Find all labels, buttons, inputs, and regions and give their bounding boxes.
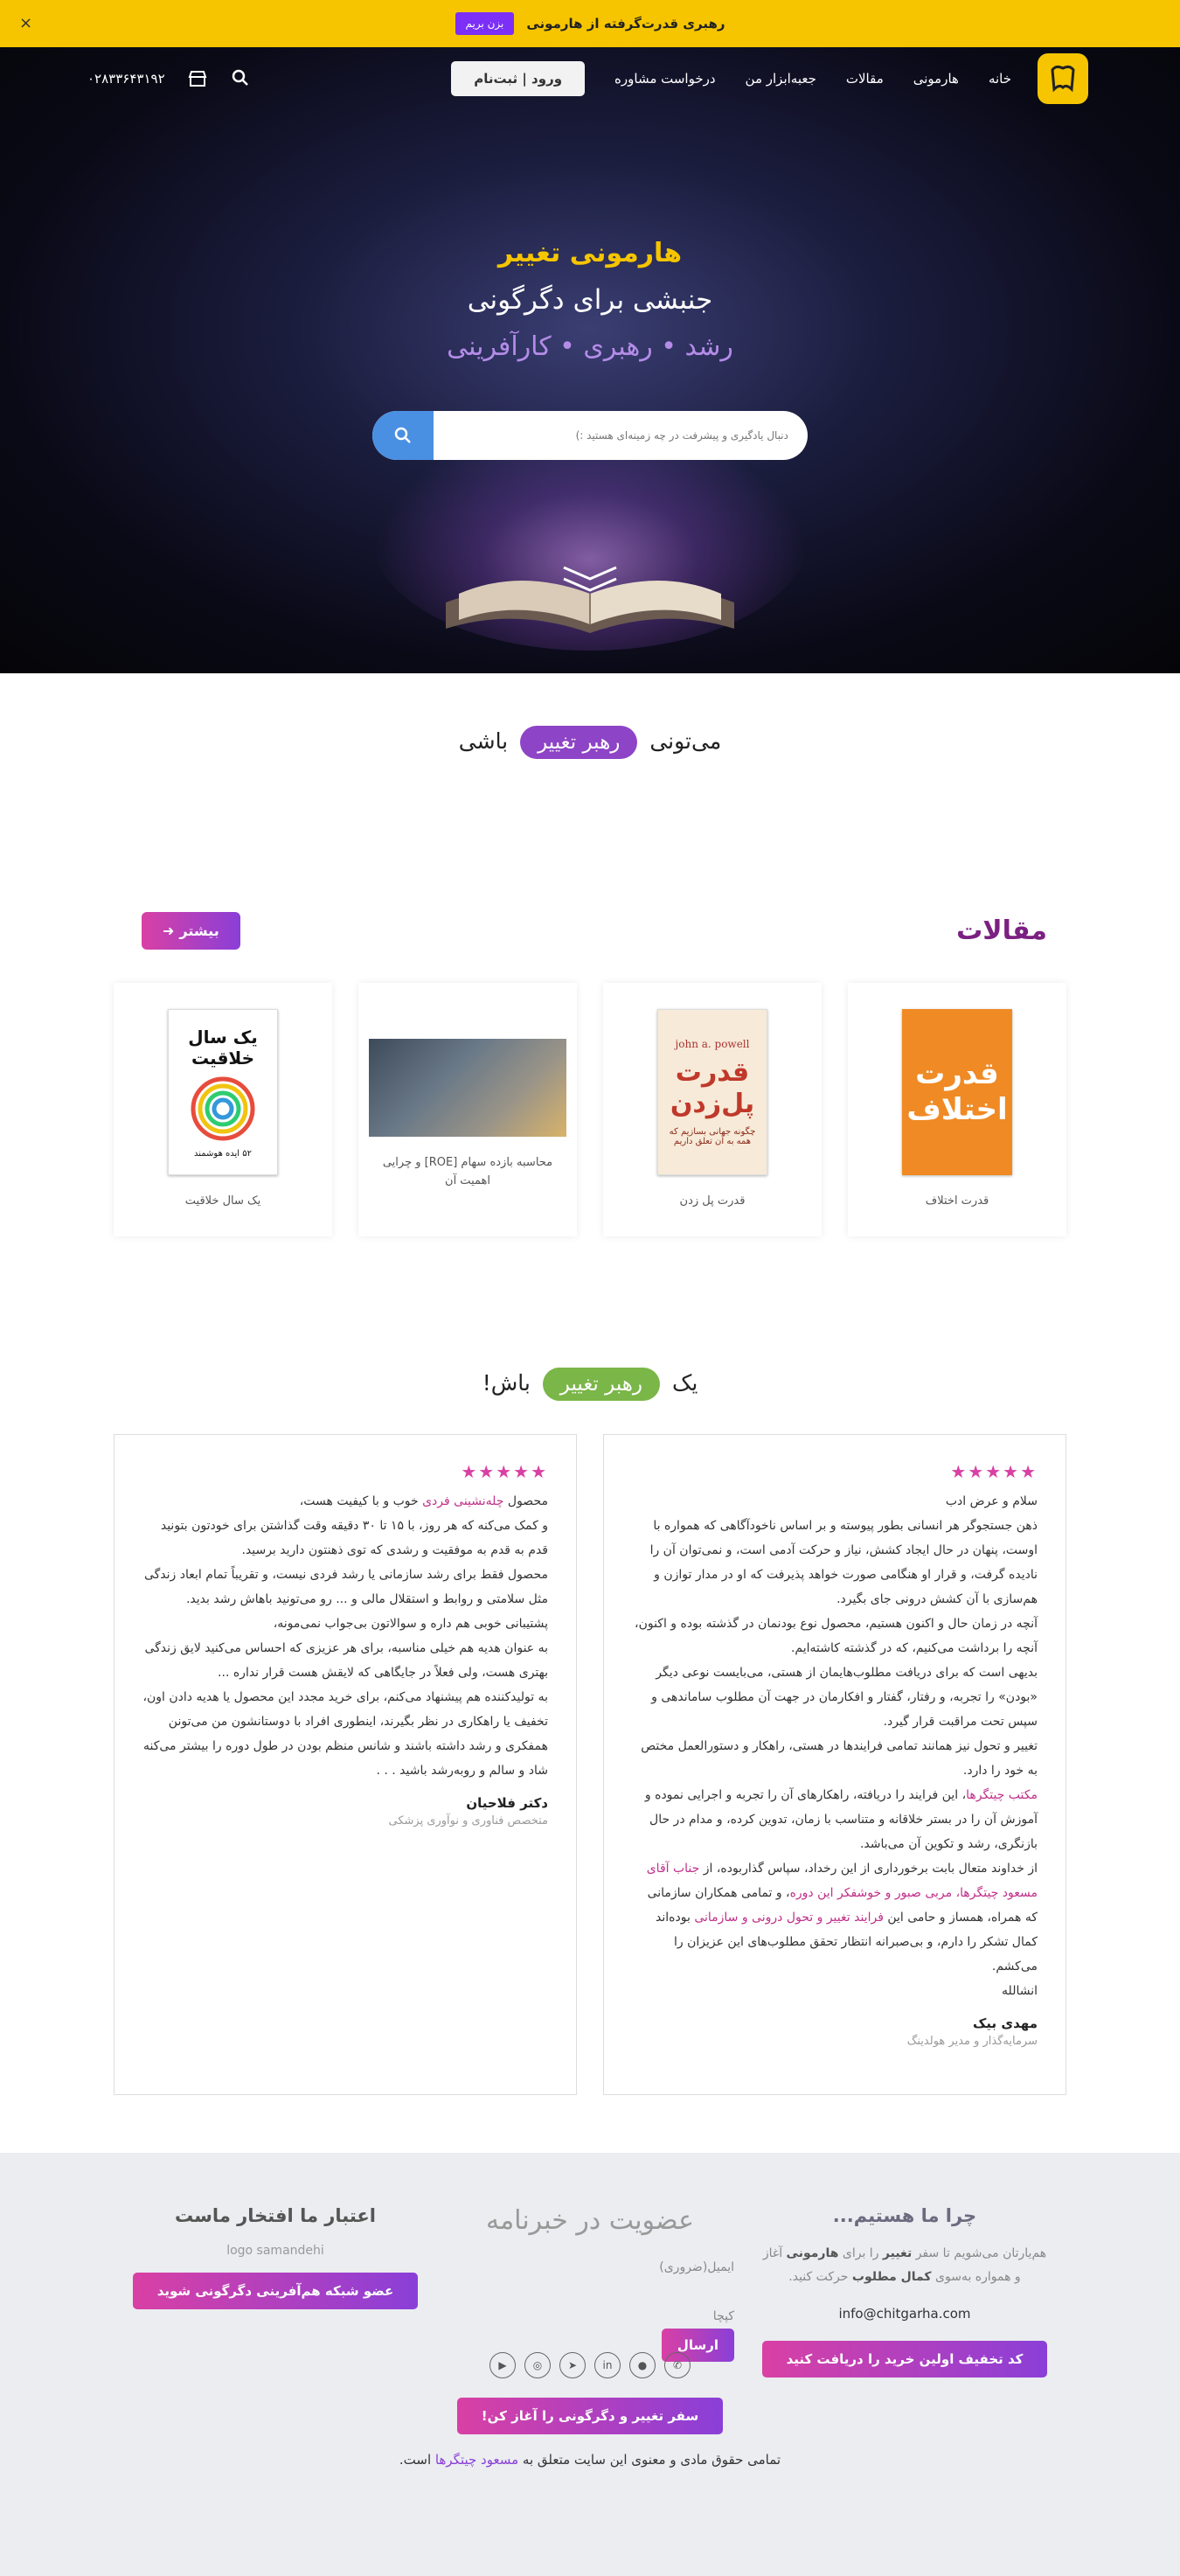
testimonials — [0, 1434, 1180, 2095]
testimonial-paragraph: ذهن جستجوگر هر انسانی بطور پیوسته و بر اساس ناخودآگاهی که همواره با اوست، پنهان در حال ایجاد کشش، نیاز و حرکت آدمی است، و نمی‌توان آن را نادیده گرفت، و قرار او هنگامی صورت خواهد پذیرفت که او در مدار توازن و هم‌سازی با آن کشش درونی جای بگیرد. — [649, 1519, 1038, 1606]
nav-item-harmony[interactable]: هارمونی — [913, 71, 959, 87]
why-us-title: چرا ما هستیم... — [832, 2205, 977, 2226]
cover-subtitle: ۵۲ ایده هوشمند — [193, 1148, 253, 1159]
testimonial-card — [603, 1434, 1066, 2095]
join-network-button[interactable]: عضو شبکه هم‌آفرینی دگرگونی شوید — [133, 2273, 419, 2309]
testimonial-card — [114, 1434, 577, 2095]
text-span: حرکت کنید. — [788, 2269, 849, 2284]
testimonial-paragraph: و کمک می‌کنه که هر روز، با ۱۵ تا ۳۰ دقیقه وقت گذاشتن برای خودتون بتونید قدم به قدم به موفقیت و رشدی که توی ذهنتون دارید برسید. — [160, 1519, 548, 1557]
hero-subtitle: جنبشی برای دگرگونی — [467, 284, 713, 316]
tagline-pill: رهبر تغییر — [543, 1368, 660, 1401]
nav-item-toolbox[interactable]: جعبه‌ابزار من — [745, 71, 816, 87]
text-span: است. — [399, 2452, 432, 2468]
author-role: متخصص فناوری و نوآوری پزشکی — [388, 1814, 548, 1828]
more-articles-button[interactable] — [142, 912, 240, 950]
login-button[interactable]: ورود | ثبت‌نام — [451, 61, 585, 96]
trust-title: اعتبار ما افتخار ماست — [175, 2205, 376, 2226]
main-nav — [0, 47, 1180, 110]
testimonial-paragraph: بدیهی است که برای دریافت مطلوب‌هایمان از هستی، می‌بایست نوعی دیگر «بودن» را تجربه، و رفتار، گفتار و افکارمان در جهت آن مطلوب ساماندهی و سپس تحت مراقبت قرار گیرد. — [651, 1666, 1038, 1729]
author-role: سرمایه‌گذار و مدیر هولدینگ — [906, 2035, 1038, 2048]
testimonial-paragraph: به عنوان هدیه هم خیلی مناسبه، برای هر عزیزی که احساس می‌کنید لایق زندگی بهتری هست، ولی فعلاً در جایگاهی که لایقش هست قرار نداره ... — [144, 1641, 548, 1680]
contact-email[interactable]: info@chitgarha.com — [838, 2306, 971, 2322]
tagline-pill: رهبر تغییر — [520, 726, 637, 759]
article-title[interactable]: محاسبه بازده سهام [ROE] و چرایی اهمیت آن — [382, 1156, 553, 1187]
aparat-icon[interactable]: ● — [629, 2352, 656, 2378]
social-links — [0, 2352, 1180, 2378]
book-cover — [657, 1009, 767, 1175]
nav-utilities — [87, 69, 249, 88]
highlight-link[interactable]: مکتب چیتگرها — [966, 1788, 1038, 1802]
text-span: از خداوند متعال بابت برخورداری از این رخداد، سپاس گذاربوده، از — [703, 1862, 1038, 1876]
article-card[interactable] — [358, 983, 577, 1236]
text-span: ، این فرایند را دریافته، راهکارهای آن را تجربه و اجرایی نموده و آموزش آن را در بستر خلاقانه و متناسب با زمان، تدوین کرده، و مدام در حال بازنگری، رشد و تکوین آن می‌باشد. — [644, 1788, 1038, 1851]
text-span: را برای — [842, 2246, 879, 2260]
text-bold: کمال مطلوب — [851, 2269, 932, 2284]
more-button-label: بیشتر — [179, 922, 219, 939]
cover-title: قدرت پل‌زدن — [670, 1057, 755, 1119]
newsletter-email-field[interactable]: ایمیل(ضروری) — [659, 2260, 734, 2274]
text-bold: هارمونی — [786, 2246, 839, 2260]
youtube-icon[interactable]: ▶ — [489, 2352, 516, 2378]
testimonial-paragraph: انشالله — [1002, 1984, 1038, 1998]
cover-title: قدرت اختلاف — [906, 1056, 1008, 1127]
tagline-post: باش! — [482, 1370, 531, 1396]
testimonial-paragraph: شاد و سالم و روبه‌رشد باشید . . . — [376, 1764, 548, 1778]
copyright-owner-link[interactable]: مسعود چیتگرها — [434, 2452, 519, 2468]
announcement-button[interactable]: بزن بریم — [455, 12, 515, 35]
testimonial-text — [142, 1489, 548, 1783]
rating-stars: ★★★★★ — [950, 1461, 1038, 1482]
article-card[interactable] — [114, 983, 332, 1236]
hero-section — [0, 47, 1180, 673]
tagline-pre: می‌تونی — [649, 728, 722, 754]
search-input[interactable] — [434, 411, 808, 460]
testimonial-paragraph: تغییر و تحول نیز همانند تمامی فرایندها در هستی، راهکار و دستورالعمل مختص به خود را دارد. — [641, 1739, 1038, 1778]
nav-menu — [614, 71, 1011, 87]
why-us-text — [760, 2242, 1049, 2288]
article-title[interactable]: قدرت اختلاف — [925, 1194, 989, 1208]
scroll-down-icon[interactable] — [559, 563, 621, 595]
highlight-link[interactable]: فرایند تغییر و تحول درونی و سازمانی — [694, 1911, 884, 1925]
cover-title: یک سال خلاقیت — [188, 1026, 258, 1069]
tagline-post: باشی — [458, 728, 509, 754]
announcement-bar — [0, 0, 1180, 47]
text-span: بوده‌اند کمال تشکر را دارم، و بی‌صبرانه انتظار تحقق مطلوب‌های این عزیزان را می‌کشم. — [656, 1911, 1038, 1974]
testimonial-paragraph: سلام و عرض ادب — [945, 1494, 1038, 1508]
whatsapp-icon[interactable]: ✆ — [664, 2352, 691, 2378]
book-cover — [902, 1009, 1012, 1175]
search-button[interactable] — [372, 411, 434, 460]
testimonials-tagline — [0, 1368, 1180, 1401]
text-span: و همواره به‌سوی — [935, 2269, 1021, 2284]
text-span: محصول — [507, 1494, 548, 1508]
newsletter-submit-button[interactable]: ارسال — [662, 2329, 734, 2362]
tagline-section — [0, 726, 1180, 759]
cover-author: john a. powell — [675, 1038, 750, 1050]
testimonial-text — [632, 1489, 1038, 2003]
articles-heading: مقالات — [956, 916, 1047, 946]
store-icon[interactable] — [188, 69, 207, 88]
testimonial-paragraph: آنچه در زمان حال و اکنون هستیم، محصول نوع بودنمان در گذشته بوده و اکنون، آنچه را برداشت می‌کنیم، که در گذشته کاشته‌ایم. — [635, 1617, 1038, 1655]
tagline-pre: یک — [671, 1370, 698, 1396]
color-wheel-image — [188, 1074, 258, 1144]
site-logo[interactable] — [1038, 53, 1088, 104]
discount-code-button[interactable]: کد تخفیف اولین خرید را دریافت کنید — [762, 2341, 1048, 2378]
hero-keywords: رشد • رهبری • کارآفرینی — [447, 331, 733, 362]
article-title[interactable]: یک سال خلاقیت — [184, 1194, 261, 1208]
articles-header — [0, 912, 1180, 950]
testimonial-paragraph: پشتیبانی خوبی هم داره و سوالاتون بی‌جواب نمی‌مونه، — [273, 1617, 548, 1631]
text-span: آغاز — [762, 2246, 783, 2260]
article-title[interactable]: قدرت پل زدن — [679, 1194, 746, 1208]
footer-cta — [0, 2398, 1180, 2434]
search-icon — [394, 427, 412, 444]
cover-subtitle: چگونه جهانی بسازیم که همه به آن تعلق داریم — [669, 1127, 756, 1146]
testimonial-paragraph: به تولیدکننده هم پیشنهاد می‌کنم، برای خرید مجدد این محصول یا هدیه دادن اون، تخفیف یا راهکاری در نظر بگیرند، اینطوری افراد با دوستانشون من می‌تونن همفکری و رشد داشته باشند و شانس منظم بودن در طول دوره را بیشتر می‌کنه — [142, 1690, 548, 1753]
article-card[interactable] — [848, 983, 1066, 1236]
instagram-icon[interactable]: ◎ — [524, 2352, 551, 2378]
samandehi-logo[interactable]: logo samandehi — [226, 2244, 324, 2258]
text-bold: تغییر — [882, 2246, 913, 2260]
author-name: مهدی بیک — [973, 2016, 1038, 2031]
arrow-left-icon: ➜ — [163, 922, 175, 939]
newsletter-title: عضویت در خبرنامه — [486, 2205, 694, 2236]
nav-item-consultation[interactable]: درخواست مشاوره — [614, 71, 716, 87]
testimonial-paragraph: محصول فقط برای رشد سازمانی یا رشد فردی نیست، و تقریباً تمام ابعاد زندگی مثل سلامتی و روابط و استقلال مالی و ... رو می‌تونید باهاش رشد بدید. — [143, 1568, 548, 1606]
hero-text — [0, 238, 1180, 362]
text-span: تمامی حقوق مادی و معنوی این سایت متعلق به — [522, 2452, 781, 2468]
nav-item-home[interactable]: خانه — [988, 71, 1011, 87]
highlight-link[interactable]: چلەنشینی فردی — [422, 1494, 504, 1508]
stock-chart-photo — [369, 1039, 566, 1137]
author-name: دکتر فلاحیان — [466, 1795, 548, 1811]
testimonial-paragraph — [142, 1489, 548, 1514]
nav-item-articles[interactable]: مقالات — [845, 71, 884, 87]
text-span: ، و تمامی همکاران سازمانی که همراه، همساز و حامی این — [647, 1886, 1038, 1925]
testimonial-paragraph — [632, 1783, 1038, 1856]
close-icon[interactable]: × — [19, 14, 33, 32]
hero-title: هارمونی تغییر — [497, 238, 683, 268]
footer — [0, 2153, 1180, 2576]
article-card[interactable] — [603, 983, 822, 1236]
text-span: خوب و با کیفیت هست، — [299, 1494, 419, 1508]
announcement-text: رهبری قدرت‌گرفته از هارمونی — [526, 16, 725, 31]
testimonial-paragraph — [632, 1856, 1038, 1979]
search-icon[interactable] — [230, 69, 249, 88]
phone-number[interactable]: ۰۲۸۳۳۶۴۳۱۹۲ — [87, 71, 165, 87]
search-bar — [372, 411, 808, 460]
text-span: هم‌یارتان می‌شویم تا سفر — [915, 2246, 1047, 2260]
start-journey-button[interactable]: سفر تغییر و دگرگونی را آغاز کن! — [457, 2398, 723, 2434]
book-cover — [168, 1009, 278, 1175]
highlight-link[interactable]: جناب آقای مسعود چیتگرها، مربی صبور و خوشفکر این دوره — [646, 1862, 1038, 1900]
copyright — [0, 2452, 1180, 2468]
captcha-field[interactable]: کپچا — [712, 2309, 734, 2323]
articles-list — [0, 983, 1180, 1236]
telegram-icon[interactable]: ➤ — [559, 2352, 586, 2378]
linkedin-icon[interactable]: in — [594, 2352, 621, 2378]
rating-stars: ★★★★★ — [461, 1461, 548, 1482]
